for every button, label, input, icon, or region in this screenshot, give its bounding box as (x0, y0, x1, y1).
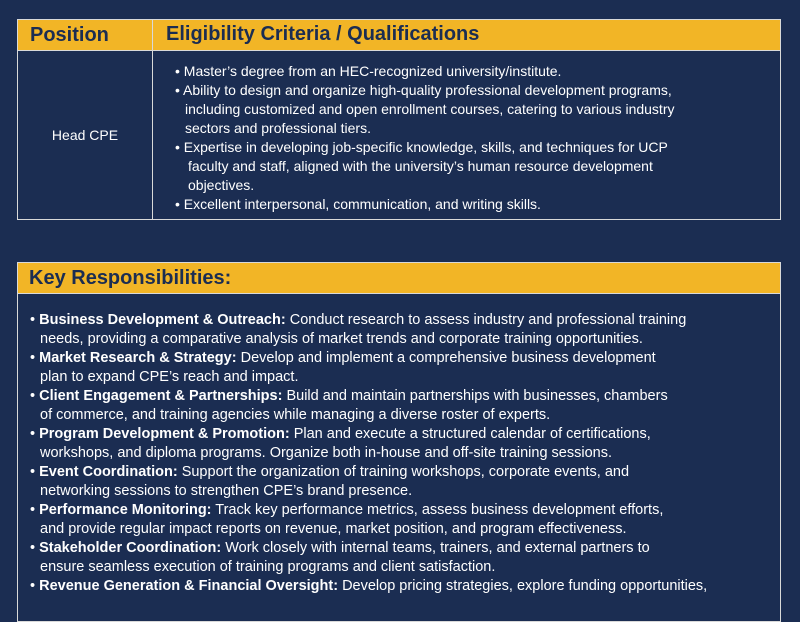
eligibility-table-header (18, 20, 780, 51)
responsibilities-title: Key Responsibilities: (18, 263, 780, 294)
responsibility-item: • Market Research & Strategy: Develop and implement a comprehensive business development plan to expand CPE’s reach and impact. (30, 350, 656, 385)
criteria-item: • Excellent interpersonal, communication, and writing skills. (175, 196, 541, 212)
responsibility-item: • Event Coordination: Support the organization of training workshops, corporate events, and networking sessions to strengthen CPE’s brand presence. (30, 464, 630, 499)
responsibility-item: • Business Development & Outreach: Conduct research to assess industry and professional training needs, providing a comparative analysis of market trends and corporate training opportunities. (30, 312, 687, 347)
responsibilities-list (18, 294, 780, 596)
criteria-item: • Master’s degree from an HEC-recognized university/institute. (175, 63, 562, 79)
criteria-item: • Ability to design and organize high-quality professional development programs, including customized and open enrollment courses, catering to various industry sectors and professional tiers. (175, 82, 675, 136)
responsibility-item: • Program Development & Promotion: Plan and execute a structured calendar of certifications, workshops, and diploma programs. Organize both in-house and off-site training sessions. (30, 426, 651, 461)
responsibility-item: • Performance Monitoring: Track key performance metrics, assess business development efforts, and provide regular impact reports on revenue, market position, and program effectiveness. (30, 502, 664, 537)
position-name: Head CPE (18, 51, 153, 219)
responsibilities-table (17, 262, 781, 622)
position-header: Position (18, 20, 153, 50)
criteria-header: Eligibility Criteria / Qualifications (166, 23, 480, 45)
criteria-item: • Expertise in developing job-specific knowledge, skills, and techniques for UCP faculty and staff, aligned with the university’s human resource development objectives. (175, 139, 668, 193)
eligibility-table-row (18, 51, 780, 219)
responsibility-item: • Stakeholder Coordination: Work closely with internal teams, trainers, and external partners to ensure seamless execution of training programs and client satisfaction. (30, 540, 650, 575)
criteria-list (153, 51, 780, 219)
responsibility-item: • Client Engagement & Partnerships: Build and maintain partnerships with businesses, chambers of commerce, and training agencies while managing a diverse roster of experts. (30, 388, 668, 423)
responsibility-item: • Revenue Generation & Financial Oversight: Develop pricing strategies, explore funding opportunities, (30, 578, 708, 594)
eligibility-table (17, 19, 781, 220)
